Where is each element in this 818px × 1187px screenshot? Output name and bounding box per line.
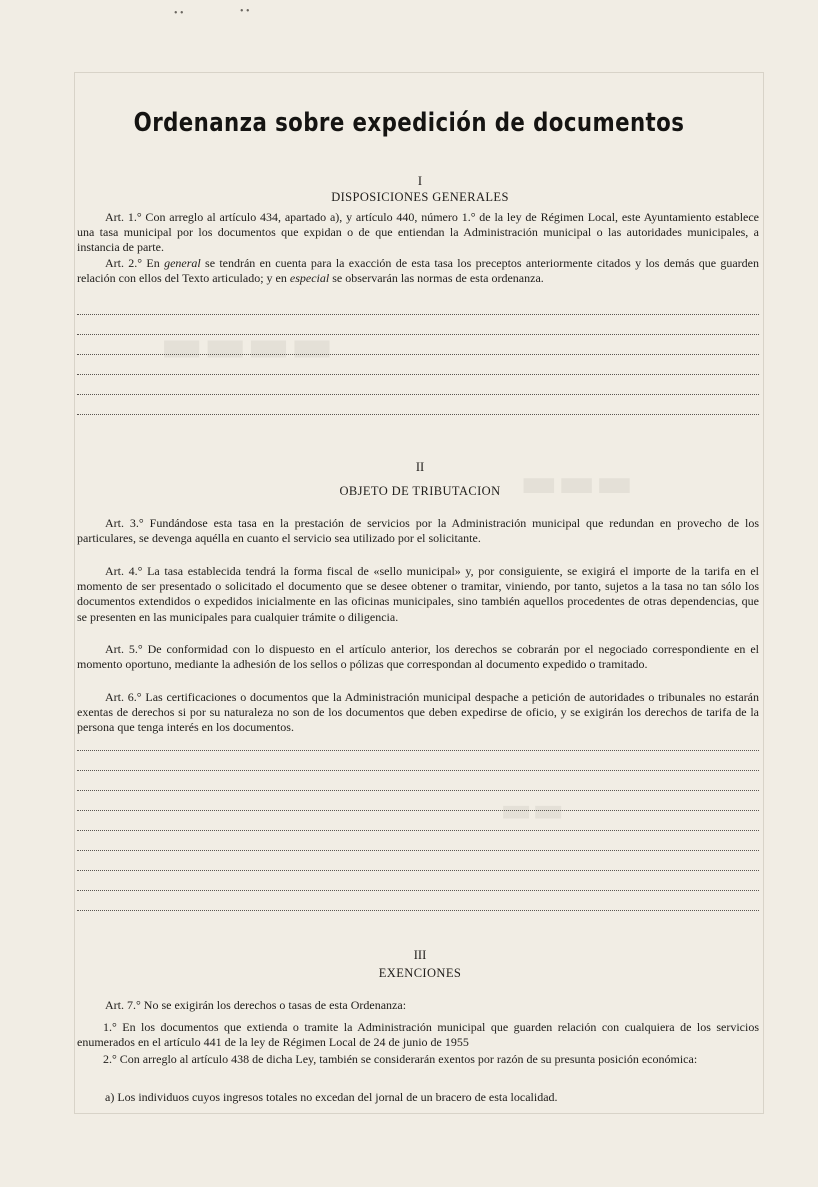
blank-line	[77, 790, 759, 791]
section-title: EXENCIONES	[378, 966, 462, 980]
article-text: se tendrán en cuenta para la exacción de esta tasa los preceptos anteriormente citados y los demás que guarden relación con ellos del Texto articulado; y en	[77, 256, 760, 286]
blank-line	[77, 394, 759, 395]
section-number: II	[415, 460, 425, 474]
article-paragraph: Art. 7.° No se exigirán los derechos o tasas de esta Ordenanza:	[105, 998, 407, 1012]
blank-line	[77, 334, 759, 335]
article-paragraph: Art. 5.° De conformidad con lo dispuesto en el artículo anterior, los derechos se cobrarán por el negociado correspondiente en el momento oportuno, mediante la adhesión de los sellos o pólizas que correspondan al documento expedido o tramitado.	[77, 642, 759, 672]
blank-lines	[77, 750, 759, 930]
list-item: 1.° En los documentos que extienda o tramite la Administración municipal que guarden relación con cualquiera de los servicios enumerados en el artículo 441 de la ley de Régimen Local de 24 de junio de 1955	[77, 1020, 759, 1050]
section-number: III	[413, 948, 427, 962]
blank-line	[77, 750, 759, 751]
scan-mark: • •	[174, 8, 184, 19]
blank-line	[77, 374, 759, 375]
list-item: a) Los individuos cuyos ingresos totales no excedan del jornal de un bracero de esta localidad.	[105, 1090, 558, 1104]
section-title: DISPOSICIONES GENERALES	[331, 190, 509, 204]
article-paragraph	[77, 256, 759, 286]
article-emphasis: especial	[289, 271, 330, 286]
blank-line	[77, 830, 759, 831]
section-title: OBJETO DE TRIBUTACION	[339, 484, 501, 498]
scan-mark: • •	[240, 6, 250, 17]
article-paragraph: Art. 4.° La tasa establecida tendrá la forma fiscal de «sello municipal» y, por consiguiente, se exigirá el importe de la tarifa en el momento de ser presentado o solicitado el documento que se desee obtener o tramitar, viniendo, por tanto, sujetos a la tasa no tan sólo los documentos extendidos o expedidos inicialmente en las oficinas municipales, sino también aquellos procedentes de otras dependencias, que se presenten en las municipales para cualquier trámite o diligencia.	[77, 564, 759, 624]
blank-line	[77, 314, 759, 315]
blank-line	[77, 770, 759, 771]
blank-line	[77, 810, 759, 811]
article-paragraph: Art. 6.° Las certificaciones o documentos que la Administración municipal despache a petición de autoridades o tribunales no estarán exentas de derechos si por su naturaleza no son de los documentos que deben expedirse de oficio, y se exigirán los derechos de tarifa de la persona que tenga interés en los documentos.	[77, 690, 759, 735]
bleed-through-shape: ▬▬	[500, 790, 565, 830]
blank-line	[77, 414, 759, 415]
bleed-through-shape: ▬▬▬▬	[160, 318, 334, 372]
article-paragraph: Art. 3.° Fundándose esta tasa en la prestación de servicios por la Administración municipal que redundan en provecho de los particulares, se devenga aquélla en cuanto el servicio sea utilizado por el solicitante.	[77, 516, 759, 546]
article-text: se observarán las normas de esta ordenanza.	[329, 271, 544, 286]
article-text: Art. 2.° En	[105, 256, 165, 270]
blank-line	[77, 870, 759, 871]
article-emphasis: general	[164, 256, 201, 270]
blank-line	[77, 850, 759, 851]
blank-line	[77, 910, 759, 911]
bleed-through-shape: ▬▬▬	[520, 460, 634, 506]
article-paragraph: Art. 1.° Con arreglo al artículo 434, apartado a), y artículo 440, número 1.° de la ley de Régimen Local, este Ayuntamiento establece una tasa municipal por los documentos que expidan o de que entiendan la Administración municipal o las autoridades municipales, a instancia de parte.	[77, 210, 759, 255]
section-number: I	[417, 174, 423, 188]
blank-line	[77, 354, 759, 355]
list-item: 2.° Con arreglo al artículo 438 de dicha Ley, también se considerarán exentos por razón de su presunta posición económica:	[103, 1052, 698, 1066]
blank-lines	[77, 314, 759, 434]
page-title: Ordenanza sobre expedición de documentos	[133, 108, 685, 138]
blank-line	[77, 890, 759, 891]
